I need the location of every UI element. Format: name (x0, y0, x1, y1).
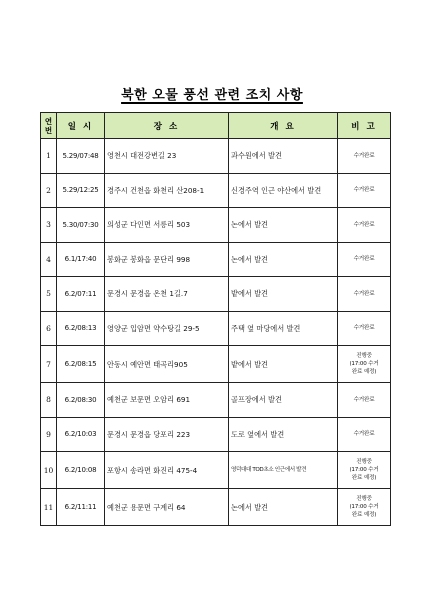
header-note: 비 고 (338, 113, 391, 139)
row-note (338, 311, 391, 346)
row-note-line: 수거완료 (353, 256, 375, 263)
row-number: 11 (41, 489, 57, 526)
row-datetime: 6.1/17:40 (57, 242, 105, 277)
table-row (41, 173, 391, 208)
table-row (41, 417, 391, 452)
row-summary: 논에서 발견 (229, 242, 338, 277)
row-datetime: 5.30/07:30 (57, 208, 105, 243)
row-note (338, 208, 391, 243)
row-datetime: 6.2/10:03 (57, 417, 105, 452)
row-datetime: 5.29/07:48 (57, 139, 105, 174)
row-number: 2 (41, 173, 57, 208)
row-number: 3 (41, 208, 57, 243)
row-number: 6 (41, 311, 57, 346)
row-place: 봉화군 봉화읍 문단리 998 (105, 242, 229, 277)
row-datetime: 5.29/12:25 (57, 173, 105, 208)
page-title: 북한 오물 풍선 관련 조치 사항 (121, 88, 303, 103)
row-note-line: 수거완료 (353, 187, 375, 194)
row-place: 포항시 송라면 화진리 475-4 (105, 452, 229, 489)
row-note (338, 417, 391, 452)
row-note (338, 383, 391, 418)
row-note-line: 완료 예정) (351, 369, 377, 375)
row-note-line: 수거완료 (353, 152, 375, 159)
row-note (338, 173, 391, 208)
table-row (41, 208, 391, 243)
row-place: 예천군 용문면 구계리 64 (105, 489, 229, 526)
header-number (41, 113, 57, 139)
row-note (338, 242, 391, 277)
table-row (41, 277, 391, 312)
table-row (41, 452, 391, 489)
row-summary: 논에서 발견 (229, 208, 338, 243)
row-number: 5 (41, 277, 57, 312)
row-datetime: 6.2/08:13 (57, 311, 105, 346)
header-place: 장 소 (105, 113, 229, 139)
row-place: 영천시 대전강변길 23 (105, 139, 229, 174)
row-datetime: 6.2/11:11 (57, 489, 105, 526)
row-note-line: 수거완료 (353, 431, 375, 438)
row-summary: 영덕대대 TOD초소 인근에서 발견 (229, 452, 338, 489)
row-note-line: (17:00 수거 (349, 467, 379, 473)
row-number: 4 (41, 242, 57, 277)
row-datetime: 6.2/07:11 (57, 277, 105, 312)
row-note-line: 수거완료 (353, 396, 375, 403)
row-place: 경주시 건천읍 화천리 산208-1 (105, 173, 229, 208)
row-note (338, 489, 391, 526)
row-summary: 주택 옆 마당에서 발견 (229, 311, 338, 346)
row-summary: 밭에서 발견 (229, 277, 338, 312)
row-number: 8 (41, 383, 57, 418)
row-note (338, 139, 391, 174)
row-number: 9 (41, 417, 57, 452)
table-body (41, 139, 391, 526)
row-note (338, 277, 391, 312)
table-row (41, 383, 391, 418)
table-row (41, 242, 391, 277)
header-summary: 개 요 (229, 113, 338, 139)
header-datetime: 일 시 (57, 113, 105, 139)
table-row (41, 311, 391, 346)
row-note-line: 진행중 (356, 459, 372, 465)
balloon-report-table (40, 112, 391, 526)
table-row (41, 139, 391, 174)
row-note-line: 진행중 (356, 496, 372, 502)
row-place: 의성군 다인면 서릉리 503 (105, 208, 229, 243)
row-note (338, 346, 391, 383)
row-datetime: 6.2/08:30 (57, 383, 105, 418)
row-summary: 과수원에서 발견 (229, 139, 338, 174)
row-summary: 밭에서 발견 (229, 346, 338, 383)
row-note-line: 수거완료 (353, 290, 375, 297)
title-wrap (0, 84, 424, 103)
row-datetime: 6.2/08:15 (57, 346, 105, 383)
row-note-line: (17:00 수거 (349, 504, 379, 510)
row-place: 문경시 문경읍 온천 1길.7 (105, 277, 229, 312)
header-row (41, 113, 391, 139)
row-note-line: 완료 예정) (351, 475, 377, 481)
row-note-line: (17:00 수거 (349, 361, 379, 367)
row-summary: 골프장에서 발견 (229, 383, 338, 418)
table-row (41, 489, 391, 526)
row-place: 영양군 입암면 약수탕길 29-5 (105, 311, 229, 346)
table-row (41, 346, 391, 383)
row-number: 1 (41, 139, 57, 174)
row-number: 7 (41, 346, 57, 383)
header-number-line2: 번 (44, 125, 53, 135)
header-number-line1: 연 (44, 116, 53, 126)
row-note-line: 수거완료 (353, 325, 375, 332)
row-datetime: 6.2/10:08 (57, 452, 105, 489)
row-place: 문경시 문경읍 당포리 223 (105, 417, 229, 452)
row-note (338, 452, 391, 489)
row-place: 예천군 보문면 오암리 691 (105, 383, 229, 418)
row-number: 10 (41, 452, 57, 489)
row-summary: 신경주역 인근 야산에서 발견 (229, 173, 338, 208)
row-place: 안동시 예안면 태곡리905 (105, 346, 229, 383)
row-summary: 논에서 발견 (229, 489, 338, 526)
row-note-line: 수거완료 (353, 221, 375, 228)
row-note-line: 진행중 (356, 353, 372, 359)
row-summary: 도로 옆에서 발견 (229, 417, 338, 452)
row-note-line: 완료 예정) (351, 512, 377, 518)
